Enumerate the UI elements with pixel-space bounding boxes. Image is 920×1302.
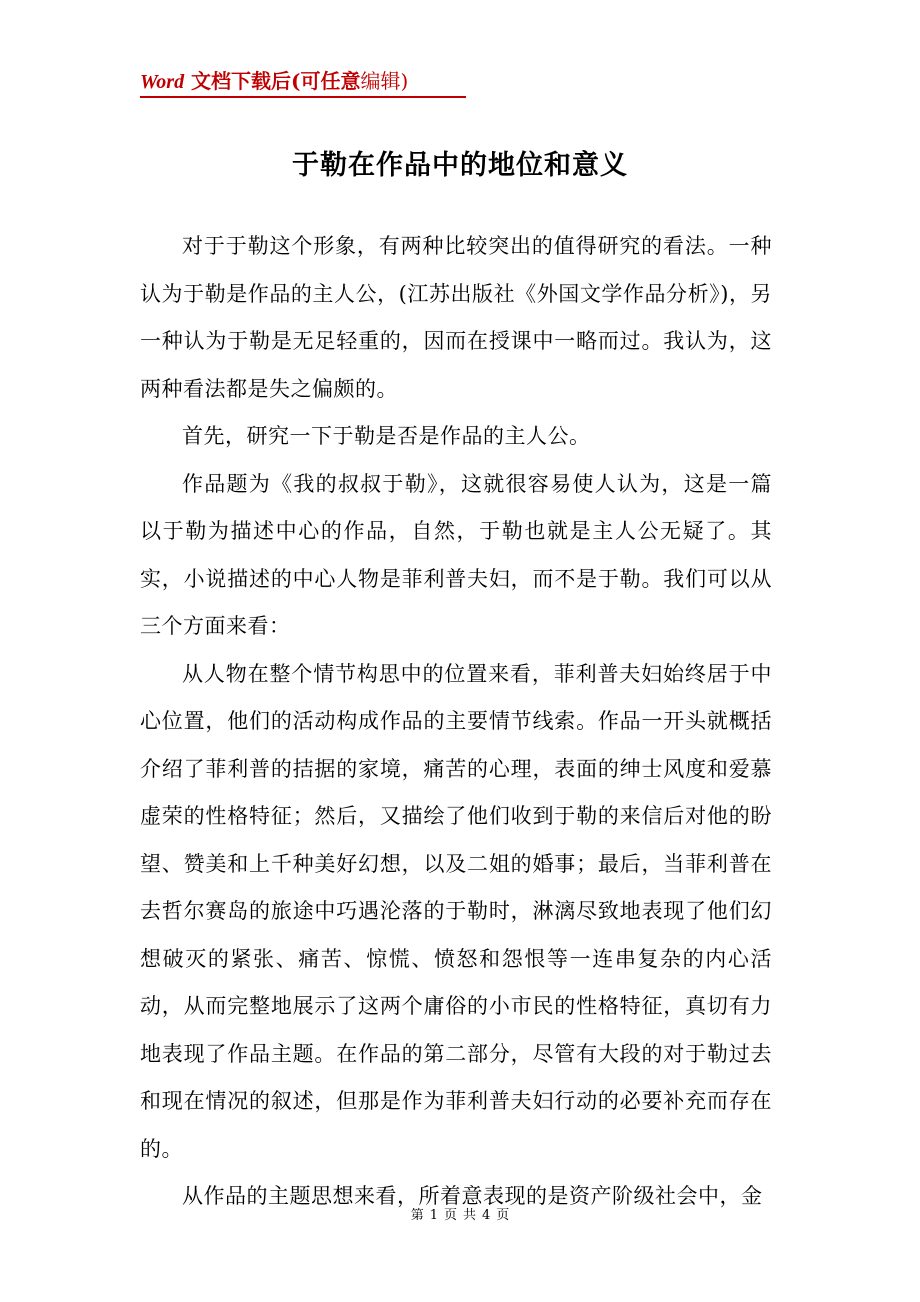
document-title: 于勒在作品中的地位和意义 [292,150,628,181]
header-word: Word [140,71,185,93]
footer-label-gong: 共 [463,1208,477,1223]
paragraph: 首先，研究一下于勒是否是作品的主人公。 [182,424,591,448]
paragraph: 对于于勒这个形象，有两种比较突出的值得研究的看法。一种认为于勒是作品的主人公，(江苏出版社《外国文学作品分析》)，另一种认为于勒是无足轻重的，因而在授课中一略而过。我认为，这两种看法都是失之偏颇的。 [140,234,772,401]
footer-total-pages: 4 [482,1208,491,1223]
footer-label-ye: 页 [443,1208,457,1223]
footer-label-ye-2: 页 [496,1208,510,1223]
paragraph: 从作品的主题思想来看，所着意表现的是资产阶级社会中，金 [182,1184,763,1208]
page-footer [0,1206,920,1226]
footer-page-number: 1 [429,1208,438,1223]
download-header [140,66,408,98]
header-underline [140,96,466,98]
document-body [140,223,772,1221]
paragraph: 作品题为《我的叔叔于勒》，这就很容易使人认为，这是一篇以于勒为描述中心的作品，自然，于勒也就是主人公无疑了。其实，小说描述的中心人物是菲利普夫妇，而不是于勒。我们可以从三个方面来看： [140,471,772,638]
header-text-normal: 编辑) [360,69,409,93]
footer-label-di: 第 [410,1208,424,1223]
paragraph: 从人物在整个情节构思中的位置来看，菲利普夫妇始终居于中心位置，他们的活动构成作品的主要情节线索。作品一开头就概括介绍了菲利普的拮据的家境，痛苦的心理，表面的绅士风度和爱慕虚荣的性格特征；然后，又描绘了他们收到于勒的来信后对他的盼望、赞美和上千种美好幻想，以及二姐的婚事；最后，当菲利普在去哲尔赛岛的旅途中巧遇沦落的于勒时，淋漓尽致地表现了他们幻想破灭的紧张、痛苦、惊慌、愤怒和怨恨等一连串复杂的内心活动，从而完整地展示了这两个庸俗的小市民的性格特征，真切有力地表现了作品主题。在作品的第二部分，尽管有大段的对于勒过去和现在情况的叙述，但那是作为菲利普夫妇行动的必要补充而存在的。 [140,661,772,1161]
header-text-bold: 文档下载后(可任意 [184,69,361,93]
